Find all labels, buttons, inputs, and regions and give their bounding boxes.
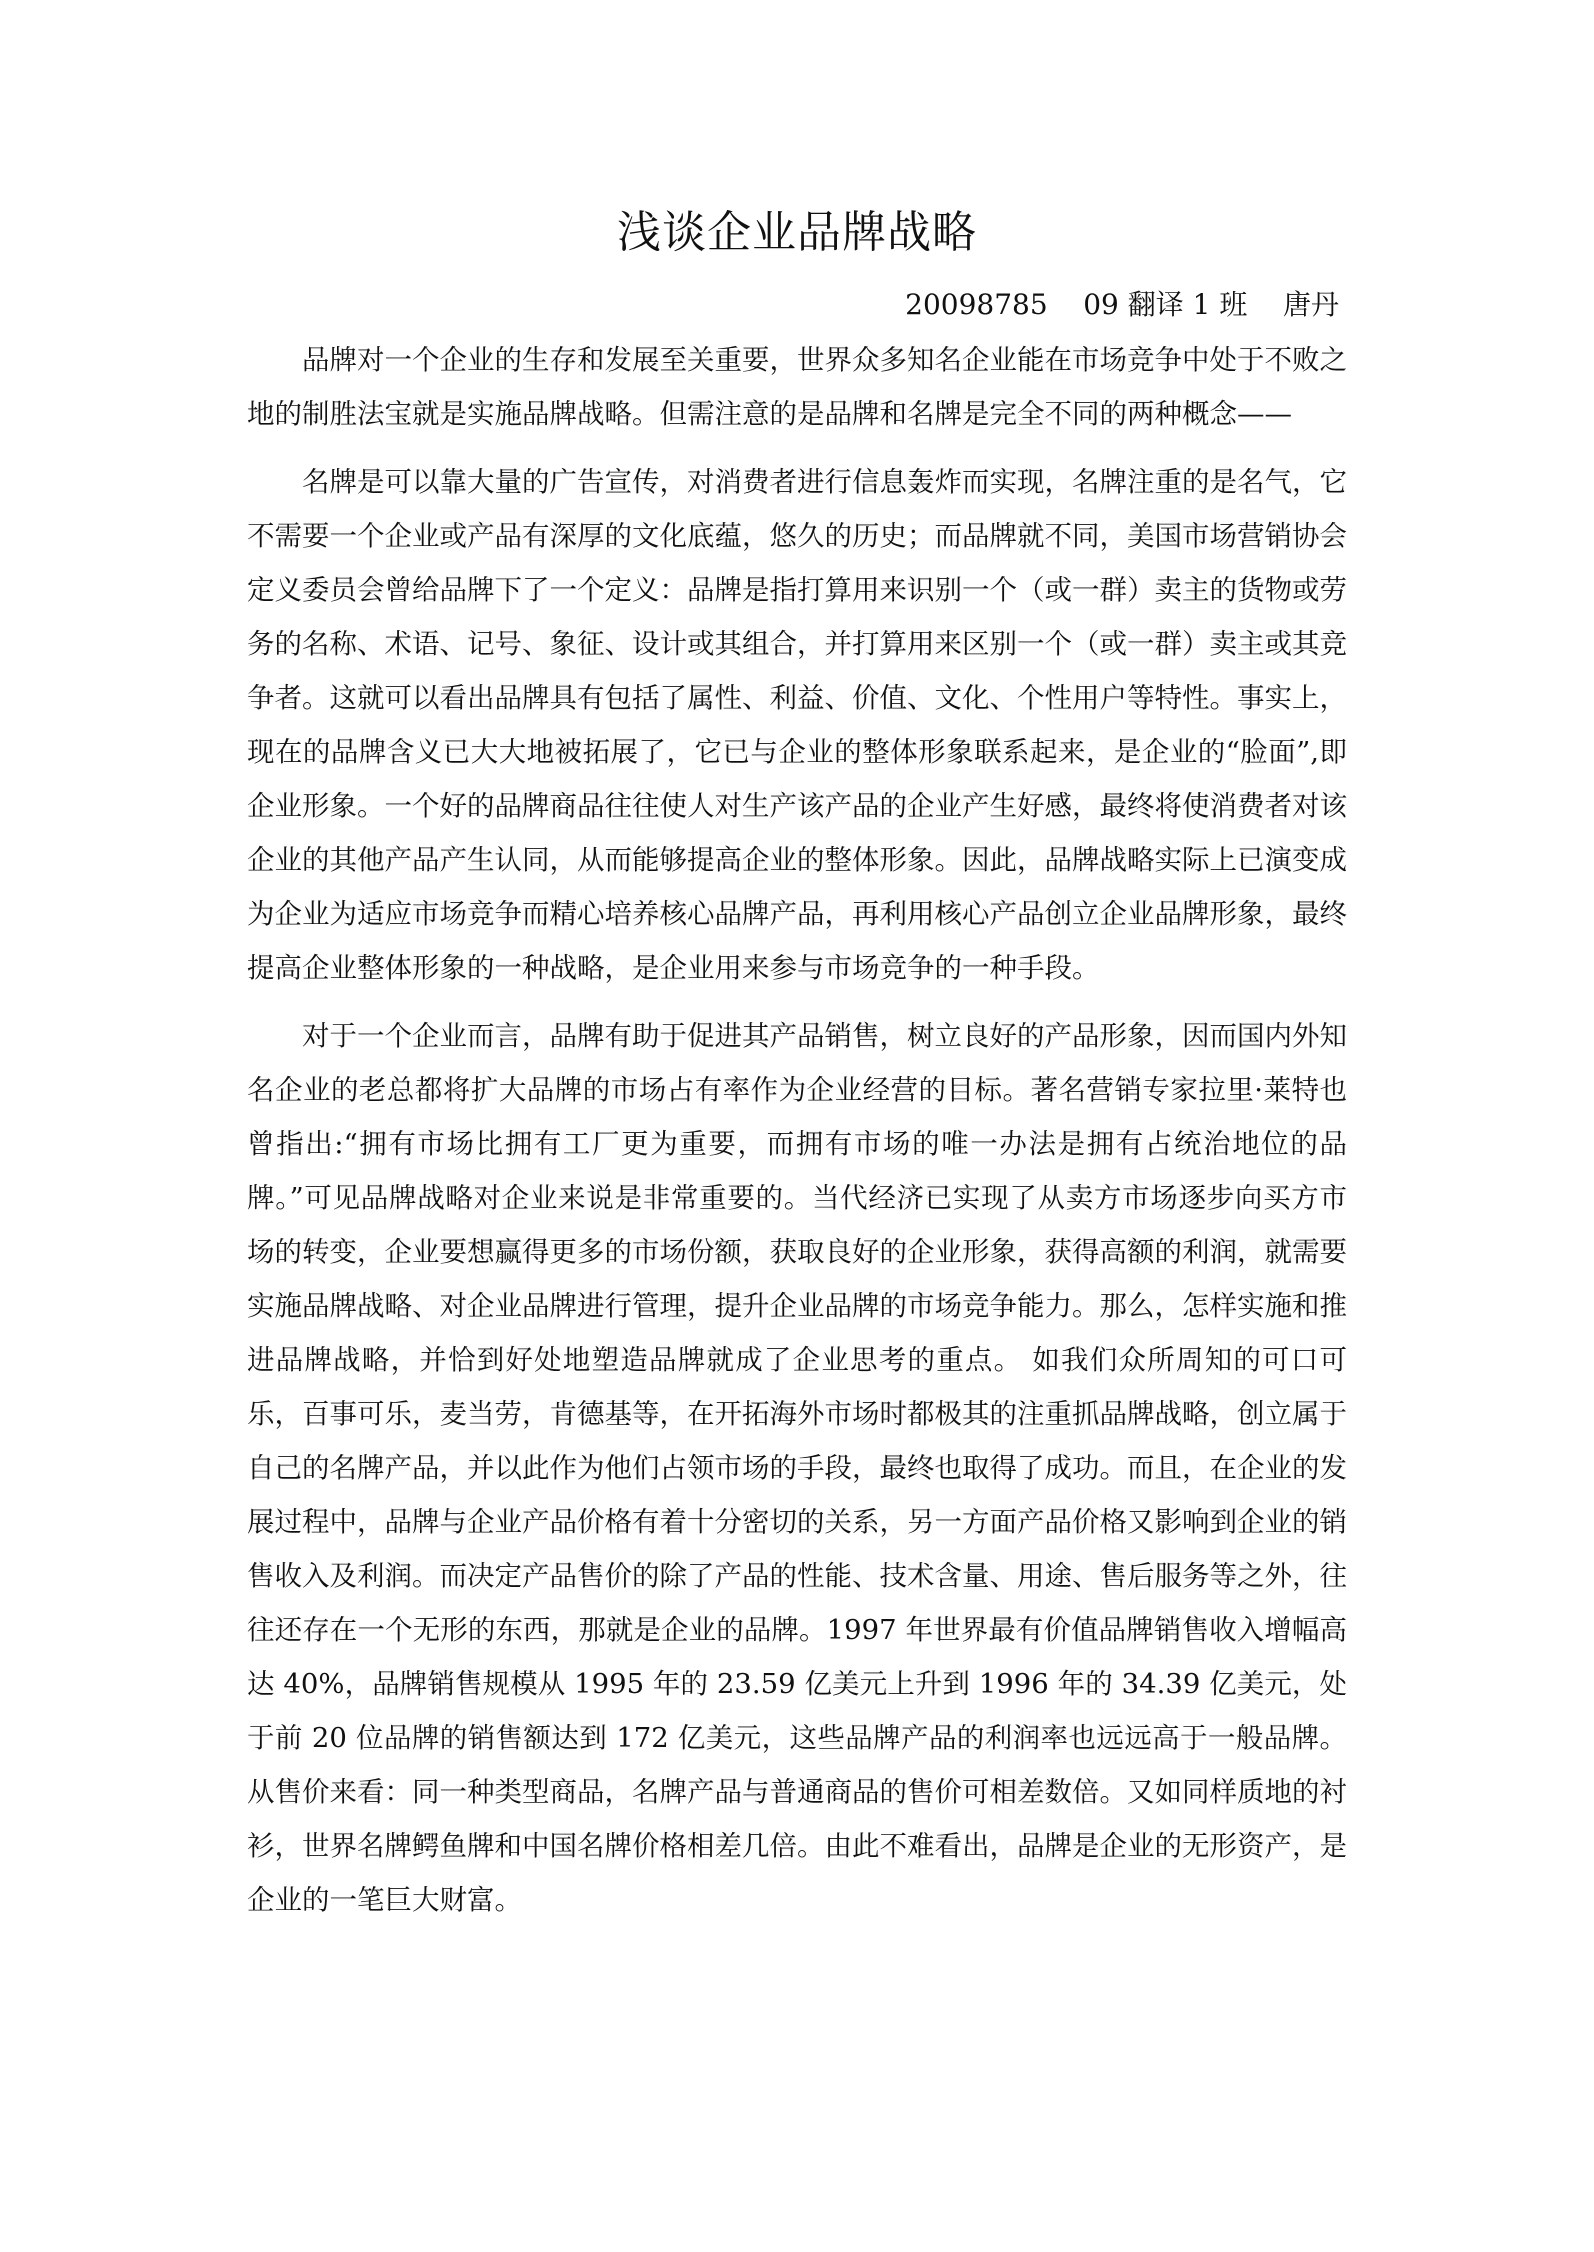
author-byline: 20098785 09 翻译 1 班 唐丹 xyxy=(905,288,1339,321)
paragraph: 对于一个企业而言，品牌有助于促进其产品销售，树立良好的产品形象，因而国内外知名企业的老总都将扩大品牌的市场占有率作为企业经营的目标。著名营销专家拉里·莱特也曾指出:“拥有市场比拥有工厂更为重要，而拥有市场的唯一办法是拥有占统治地位的品牌。”可见品牌战略对企业来说是非常重要的。当代经济已实现了从卖方市场逐步向买方市场的转变，企业要想赢得更多的市场份额，获取良好的企业形象，获得高额的利润，就需要实施品牌战略、对企业品牌进行管理，提升企业品牌的市场竞争能力。那么，怎样实施和推进品牌战略，并恰到好处地塑造品牌就成了企业思考的重点。 如我们众所周知的可口可乐，百事可乐，麦当劳，肯德基等，在开拓海外市场时都极其的注重抓品牌战略，创立属于自己的名牌产品，并以此作为他们占领市场的手段，最终也取得了成功。而且，在企业的发展过程中，品牌与企业产品价格有着十分密切的关系，另一方面产品价格又影响到企业的销售收入及利润。而决定产品售价的除了产品的性能、技术含量、用途、售后服务等之外，往往还存在一个无形的东西，那就是企业的品牌。1997 年世界最有价值品牌销售收入增幅高达 40%，品牌销售规模从 1995 年的 23.59 亿美元上升到 1996 年的 34.39 亿美元，处于前 20 位品牌的销售额达到 172 亿美元，这些品牌产品的利润率也远远高于一般品牌。从售价来看：同一种类型商品，名牌产品与普通商品的售价可相差数倍。又如同样质地的衬衫，世界名牌鳄鱼牌和中国名牌价格相差几倍。由此不难看出，品牌是企业的无形资产，是企业的一笔巨大财富。 xyxy=(247,1020,1347,1916)
document-title: 浅谈企业品牌战略 xyxy=(617,207,977,258)
document-body xyxy=(247,333,1347,1941)
paragraph: 品牌对一个企业的生存和发展至关重要，世界众多知名企业能在市场竞争中处于不败之地的制胜法宝就是实施品牌战略。但需注意的是品牌和名牌是完全不同的两种概念—— xyxy=(247,344,1347,430)
paragraph: 名牌是可以靠大量的广告宣传，对消费者进行信息轰炸而实现，名牌注重的是名气，它不需要一个企业或产品有深厚的文化底蕴，悠久的历史；而品牌就不同，美国市场营销协会定义委员会曾给品牌下了一个定义：品牌是指打算用来识别一个（或一群）卖主的货物或劳务的名称、术语、记号、象征、设计或其组合，并打算用来区别一个（或一群）卖主或其竞争者。这就可以看出品牌具有包括了属性、利益、价值、文化、个性用户等特性。事实上，现在的品牌含义已大大地被拓展了，它已与企业的整体形象联系起来，是企业的“脸面”,即企业形象。一个好的品牌商品往往使人对生产该产品的企业产生好感，最终将使消费者对该企业的其他产品产生认同，从而能够提高企业的整体形象。因此，品牌战略实际上已演变成为企业为适应市场竞争而精心培养核心品牌产品，再利用核心产品创立企业品牌形象，最终提高企业整体形象的一种战略，是企业用来参与市场竞争的一种手段。 xyxy=(247,466,1347,984)
